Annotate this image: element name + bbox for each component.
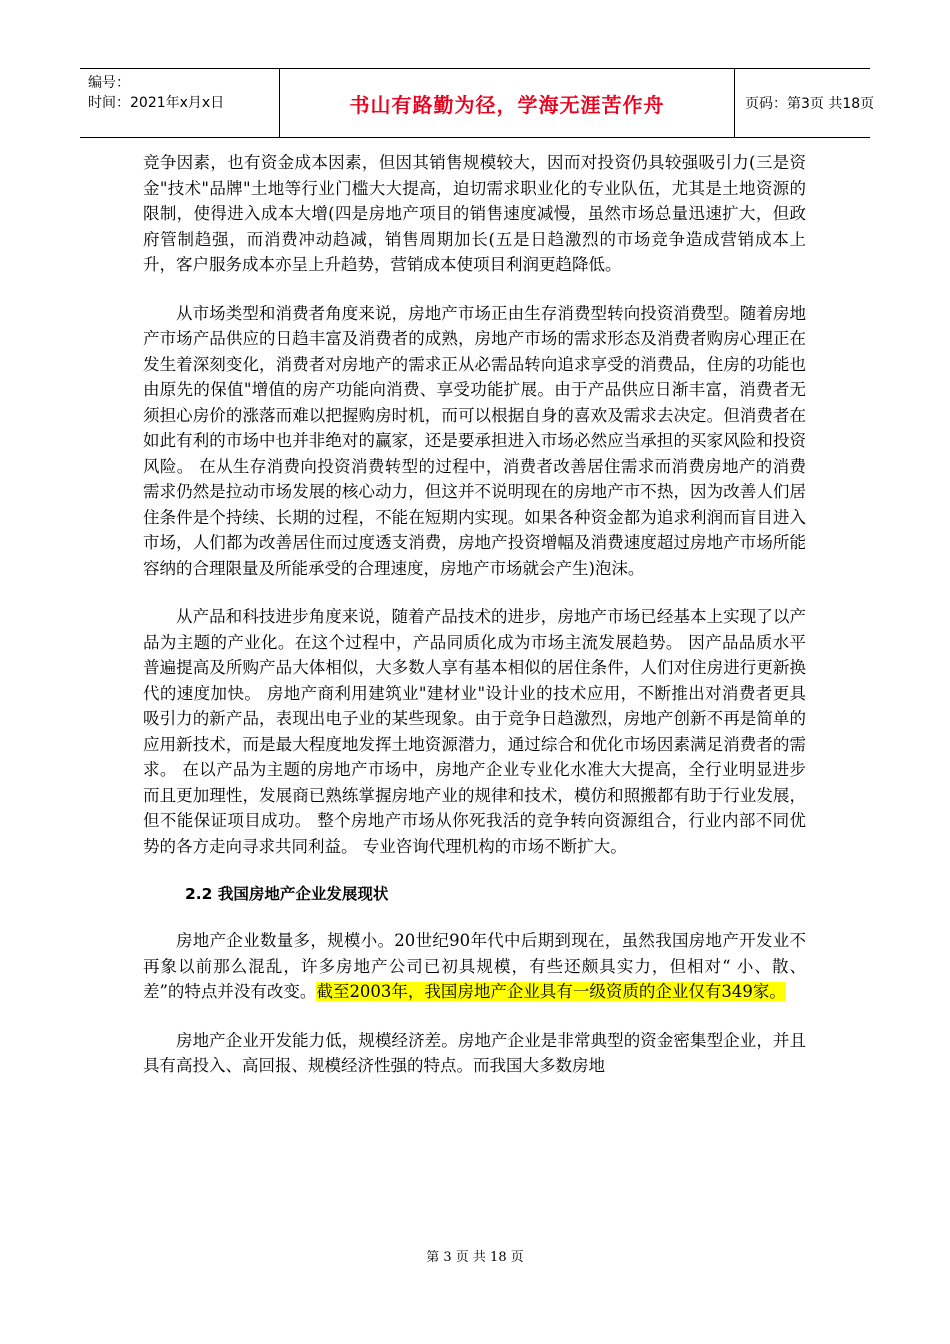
paragraph-3: 从产品和科技进步角度来说，随着产品技术的进步，房地产市场已经基本上实现了以产品为主题的产业化。在这个过程中，产品同质化成为市场主流发展趋势。 因产品品质水平普遍提高及所购产品大体相似，大多数人享有基本相似的居住条件，人们对住房进行更新换代的速度加快。 房地产商利用建筑业"建材业"设计业的技术应用，不断推出对消费者更具吸引力的新产品，表现出电子业的某些现象。由于竞争日趋激烈，房地产创新不再是简单的应用新技术，而是最大程度地发挥土地资源潜力，通过综合和优化市场因素满足消费者的需求。 在以产品为主题的房地产市场中，房地产企业专业化水准大大提高，全行业明显进步而且更加理性，发展商已熟练掌握房地产业的规律和技术，模仿和照搬都有助于行业发展，但不能保证项目成功。 整个房地产市场从你死我活的竞争转向资源组合，行业内部不同优势的各方走向寻求共同利益。 专业咨询代理机构的市场不断扩大。 xyxy=(143,607,806,856)
highlighted-text: 截至2003年，我国房地产企业具有一级资质的企业仅有349家。 xyxy=(316,982,786,1001)
paragraph-2: 从市场类型和消费者角度来说，房地产市场正由生存消费型转向投资消费型。随着房地产市场产品供应的日趋丰富及消费者的成熟，房地产市场的需求形态及消费者购房心理正在发生着深刻变化，消费者对房地产的需求正从必需品转向追求享受的消费品，住房的功能也由原先的保值"增值的房产功能向消费、享受功能扩展。由于产品供应日渐丰富，消费者无须担心房价的涨落而难以把握购房时机，而可以根据自身的喜欢及需求去决定。但消费者在如此有利的市场中也并非绝对的赢家，还是要承担进入市场必然应当承担的买家风险和投资风险。 在从生存消费向投资消费转型的过程中，消费者改善居住需求而消费房地产的消费需求仍然是拉动市场发展的核心动力，但这并不说明现在的房地产市不热，因为改善人们居住条件是个持续、长期的过程，不能在短期内实现。如果各种资金都为追求利润而盲目进入市场，人们都为改善居住而过度透支消费，房地产投资增幅及消费速度超过房地产市场所能容纳的合理限量及所能承受的合理速度，房地产市场就会产生)泡沫。 xyxy=(143,303,806,578)
paragraph-4-text: 房地产企业数量多，规模小。20世纪90年代中后期到现在，虽然我国房地产开发业不再象以前那么混乱，许多房地产公司已初具规模，有些还颇具实力，但相对“ 小、散、差”的特点并没有改变。 xyxy=(143,931,806,1001)
section-heading: 2.2 我国房地产企业发展现状 xyxy=(185,885,389,903)
page-footer: 第 3 页 共 18 页 xyxy=(426,1250,524,1265)
header-motto-cell xyxy=(280,69,735,137)
header-page-info: 页码：第3页 共18页 xyxy=(745,96,875,112)
paragraph-4 xyxy=(143,928,806,1005)
document-body xyxy=(143,150,806,1102)
document-time-label: 时间：2021年x月x日 xyxy=(88,95,225,111)
paragraph-1: 竞争因素，也有资金成本因素，但因其销售规模较大，因而对投资仍具较强吸引力(三是资金"技术"品牌"土地等行业门槛大大提高，迫切需求职业化的专业队伍，尤其是土地资源的限制，使得进入成本大增(四是房地产项目的销售速度减慢，虽然市场总量迅速扩大，但政府管制趋强，而消费冲动趋减，销售周期加长(五是日趋激烈的市场竞争造成营销成本上升，客户服务成本亦呈上升趋势，营销成本使项目利润更趋降低。 xyxy=(143,153,806,274)
header-meta xyxy=(80,69,280,137)
paragraph-5: 房地产企业开发能力低，规模经济差。房地产企业是非常典型的资金密集型企业，并且具有高投入、高回报、规模经济性强的特点。而我国大多数房地 xyxy=(143,1030,806,1075)
document-number-label: 编号： xyxy=(88,75,130,91)
header-motto: 书山有路勤为径，学海无涯苦作舟 xyxy=(349,92,665,117)
page-header xyxy=(80,68,875,138)
